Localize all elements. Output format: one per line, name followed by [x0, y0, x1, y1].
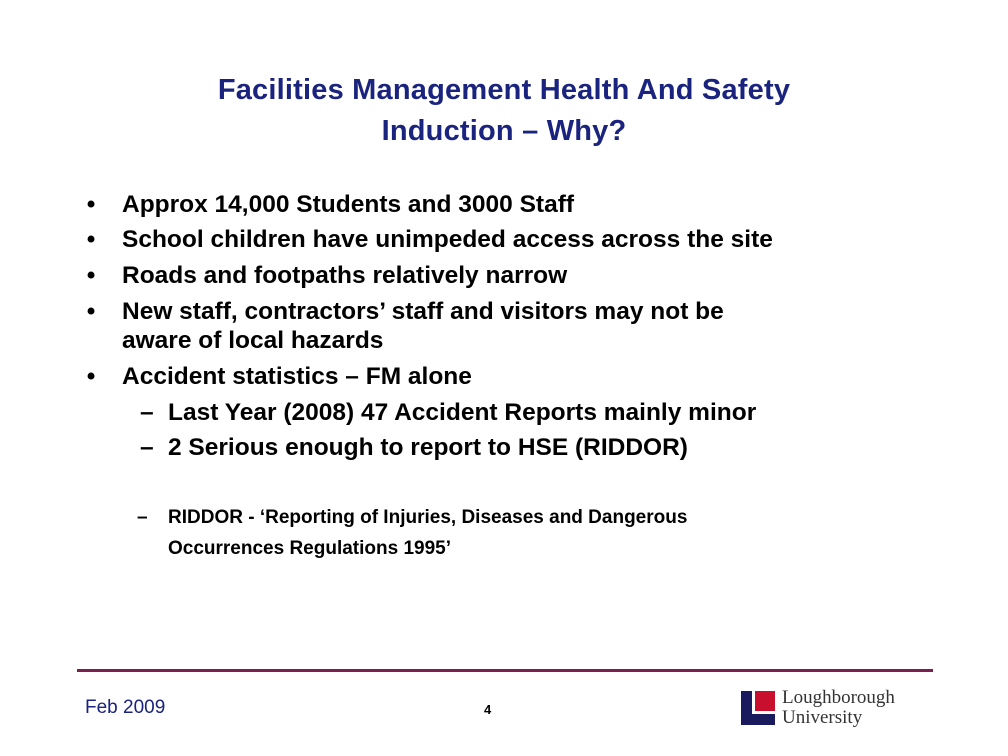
bullet-text: New staff, contractors’ staff and visitors may not be	[122, 298, 724, 325]
logo-line2: University	[782, 707, 863, 728]
slide-title-line1: Facilities Management Health And Safety	[217, 74, 791, 106]
page-number: 4	[484, 702, 492, 717]
note-marker: –	[137, 507, 148, 528]
bullet-marker: •	[86, 262, 96, 289]
bullet-text: School children have unimpeded access across the site	[122, 226, 773, 253]
sub-bullet-text: 2 Serious enough to report to HSE (RIDDOR)	[168, 434, 688, 461]
sub-bullet-text: Last Year (2008) 47 Accident Reports mainly minor	[168, 399, 757, 426]
university-logo	[738, 688, 928, 728]
logo-wordmark	[782, 688, 895, 728]
bullet-text: Approx 14,000 Students and 3000 Staff	[122, 191, 575, 218]
bullet-marker: •	[86, 298, 96, 325]
bullet-text: aware of local hazards	[122, 327, 384, 354]
bullet-marker: •	[86, 191, 96, 218]
bullet-text: Roads and footpaths relatively narrow	[122, 262, 568, 289]
slide-title-line2: Induction – Why?	[381, 115, 627, 147]
sub-bullet-marker: –	[140, 434, 154, 461]
footer-date: Feb 2009	[85, 697, 166, 718]
bullet-text: Accident statistics – FM alone	[122, 363, 472, 390]
sub-bullet-marker: –	[140, 399, 154, 426]
footer-divider	[77, 669, 933, 672]
note-line1: RIDDOR - ‘Reporting of Injuries, Diseases and Dangerous	[168, 507, 688, 528]
note-line2: Occurrences Regulations 1995’	[168, 538, 452, 559]
logo-mark-icon	[738, 688, 778, 728]
note-text	[168, 502, 868, 564]
logo-line1: Loughborough	[782, 687, 895, 708]
bullet-marker: •	[86, 363, 96, 390]
bullet-marker: •	[86, 226, 96, 253]
